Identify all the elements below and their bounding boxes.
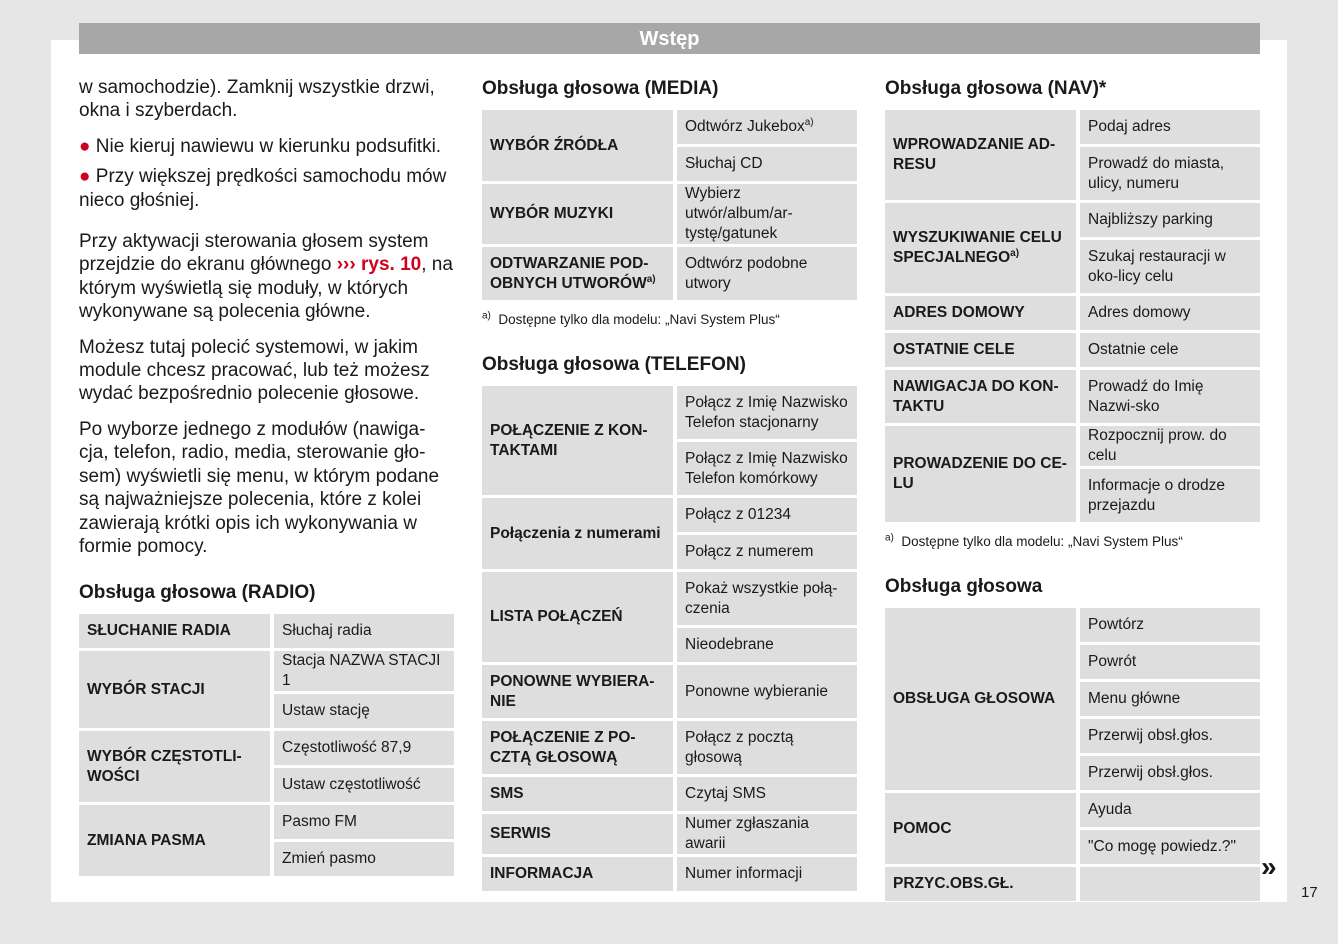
footnote-mark: a) bbox=[885, 532, 894, 544]
telefon-section-title: Obsługa głosowa (TELEFON) bbox=[482, 354, 746, 375]
p2-text-start: Przy aktywacji sterowania głosem system przejdzie do ekranu głównego bbox=[79, 231, 429, 276]
table-row bbox=[482, 857, 857, 891]
command-category-label: PROWADZENIE DO CE-LU bbox=[893, 455, 1067, 492]
command-category bbox=[885, 426, 1080, 522]
voice-command-label: Przerwij obsł.głos. bbox=[1088, 764, 1213, 781]
command-category-label: ODTWARZANIE POD-OBNYCH UTWORÓW bbox=[490, 254, 649, 292]
table-row bbox=[482, 572, 857, 625]
voice-command-label: Pasmo FM bbox=[282, 813, 357, 831]
intro-paragraph-3: Możesz tutaj polecić systemowi, w jakim module chcesz pracować, lub też możesz wydać bezpośrednio polecenie głosowe. bbox=[79, 336, 430, 405]
footnote-mark: a) bbox=[804, 116, 814, 128]
column-left bbox=[79, 76, 454, 879]
voice-command bbox=[677, 386, 857, 439]
table-row bbox=[885, 296, 1260, 330]
command-category bbox=[79, 614, 274, 648]
command-category-label: Połączenia z numerami bbox=[490, 524, 661, 542]
command-category bbox=[482, 498, 677, 569]
table-row bbox=[482, 814, 857, 854]
command-category bbox=[482, 777, 677, 811]
voice-command bbox=[1080, 793, 1260, 827]
command-category-label: SERWIS bbox=[490, 825, 551, 842]
voice-command-label: Powrót bbox=[1088, 653, 1137, 670]
command-category-label: WYBÓR ŹRÓDŁA bbox=[490, 136, 619, 154]
chapter-header: Wstęp bbox=[79, 23, 1260, 54]
voice-command bbox=[274, 731, 454, 765]
table-row bbox=[482, 184, 857, 244]
voice-command-label: Odtwórz Jukebox bbox=[685, 118, 805, 135]
command-category-label: WYBÓR STACJI bbox=[87, 680, 205, 698]
nav-footnote-text: Dostępne tylko dla modelu: „Navi System Plus“ bbox=[901, 534, 1183, 549]
voice-command bbox=[1080, 608, 1260, 642]
voice-command-label: Połącz z 01234 bbox=[685, 506, 791, 523]
command-category bbox=[79, 805, 274, 876]
voice-command-label: Ponowne wybieranie bbox=[685, 682, 829, 700]
voice-command bbox=[677, 442, 857, 495]
command-category bbox=[482, 572, 677, 662]
table-row bbox=[885, 793, 1260, 827]
nav-section-title: Obsługa głosowa (NAV)* bbox=[885, 78, 1107, 99]
voice-command-label: Ostatnie cele bbox=[1088, 341, 1179, 358]
command-category bbox=[885, 296, 1080, 330]
voice-command bbox=[274, 651, 454, 691]
command-category-label: SŁUCHANIE RADIA bbox=[87, 622, 231, 640]
command-category-label: ADRES DOMOWY bbox=[893, 304, 1025, 321]
voice-command bbox=[1080, 830, 1260, 864]
voice-command-label: Ayuda bbox=[1088, 801, 1132, 818]
command-category-label: WYBÓR CZĘSTOTLI-WOŚCI bbox=[87, 747, 242, 785]
nav-footnote bbox=[885, 532, 1260, 552]
command-category-label: PRZYC.OBS.GŁ. bbox=[893, 875, 1014, 892]
voice-command-label: Słuchaj radia bbox=[282, 622, 372, 640]
bullet-item-1 bbox=[79, 135, 454, 158]
intro-paragraph-1: w samochodzie). Zamknij wszystkie drzwi, okna i szyberdach. bbox=[79, 77, 435, 122]
voice-command bbox=[677, 814, 857, 854]
voice-command bbox=[677, 721, 857, 774]
voice-command-label: Wybierz utwór/album/ar-tystę/gatunek bbox=[685, 185, 793, 242]
table-row bbox=[482, 247, 857, 300]
voice-command bbox=[677, 857, 857, 891]
voice-command bbox=[1080, 756, 1260, 790]
general-command-table bbox=[885, 605, 1260, 904]
voice-command-label: Numer zgłaszania awarii bbox=[685, 815, 810, 852]
command-category bbox=[482, 110, 677, 181]
voice-command bbox=[677, 535, 857, 569]
command-category bbox=[885, 608, 1080, 790]
command-category-label: WPROWADZANIE AD-RESU bbox=[893, 136, 1056, 173]
command-category-label: OBSŁUGA GŁOSOWA bbox=[893, 690, 1056, 707]
voice-command bbox=[274, 694, 454, 728]
voice-command-label: Informacje o drodze przejazdu bbox=[1088, 476, 1225, 514]
table-row bbox=[79, 731, 454, 765]
table-row bbox=[482, 777, 857, 811]
p2-text-end: , na którym wyświetlą się moduły, w których wykonywane są polecenia główne. bbox=[79, 254, 453, 323]
table-row bbox=[885, 426, 1260, 466]
command-category-label: INFORMACJA bbox=[490, 865, 594, 882]
table-row bbox=[79, 614, 454, 648]
command-category bbox=[482, 721, 677, 774]
continued-arrow-icon: » bbox=[1261, 851, 1277, 882]
media-command-table bbox=[482, 107, 857, 303]
voice-command-label: Menu główne bbox=[1088, 690, 1181, 707]
command-category bbox=[79, 731, 274, 802]
voice-command bbox=[1080, 867, 1260, 901]
voice-command-label: Połącz z pocztą głosową bbox=[685, 728, 794, 766]
media-footnote-text: Dostępne tylko dla modelu: „Navi System Plus“ bbox=[498, 312, 780, 327]
command-category-label: NAWIGACJA DO KON-TAKTU bbox=[893, 377, 1059, 415]
command-category-label: OSTATNIE CELE bbox=[893, 341, 1015, 358]
footnote-mark: a) bbox=[1010, 247, 1020, 259]
command-category-label: POŁĄCZENIE Z KON-TAKTAMI bbox=[490, 421, 648, 459]
command-category bbox=[482, 184, 677, 244]
command-category bbox=[482, 857, 677, 891]
column-right bbox=[885, 76, 1260, 904]
voice-command-label: Przerwij obsł.głos. bbox=[1088, 727, 1213, 744]
voice-command bbox=[677, 572, 857, 625]
table-row bbox=[885, 203, 1260, 237]
table-row bbox=[885, 867, 1260, 901]
media-footnote bbox=[482, 310, 857, 330]
voice-command bbox=[1080, 240, 1260, 293]
voice-command-label: Podaj adres bbox=[1088, 118, 1171, 135]
voice-command bbox=[274, 842, 454, 876]
voice-command bbox=[1080, 110, 1260, 144]
command-category-label: POMOC bbox=[893, 819, 952, 837]
voice-command bbox=[677, 665, 857, 718]
command-category bbox=[482, 247, 677, 300]
voice-command-label: Stacja NAZWA STACJI 1 bbox=[282, 652, 441, 690]
voice-command bbox=[274, 805, 454, 839]
voice-command bbox=[1080, 645, 1260, 679]
general-section-title: Obsługa głosowa bbox=[885, 576, 1043, 597]
voice-command bbox=[1080, 426, 1260, 466]
column-middle bbox=[482, 76, 857, 894]
command-category bbox=[79, 651, 274, 728]
voice-command bbox=[1080, 333, 1260, 367]
command-category-label: POŁĄCZENIE Z PO-CZTĄ GŁOSOWĄ bbox=[490, 728, 636, 766]
command-category bbox=[885, 793, 1080, 864]
footnote-mark: a) bbox=[646, 273, 656, 285]
voice-command bbox=[677, 110, 857, 144]
intro-paragraph-2 bbox=[79, 230, 454, 324]
command-category-label: PONOWNE WYBIERA-NIE bbox=[490, 672, 655, 710]
voice-command-label: Nieodebrane bbox=[685, 636, 774, 653]
voice-command bbox=[677, 777, 857, 811]
voice-command-label: Słuchaj CD bbox=[685, 155, 763, 172]
bullet-text-1: Nie kieruj nawiewu w kierunku podsufitki. bbox=[95, 135, 442, 157]
command-category bbox=[885, 867, 1080, 901]
voice-command bbox=[274, 768, 454, 802]
voice-command-label: Odtwórz podobne utwory bbox=[685, 254, 808, 292]
table-row bbox=[482, 110, 857, 144]
voice-command bbox=[1080, 203, 1260, 237]
voice-command-label: Szukaj restauracji w oko-licy celu bbox=[1088, 247, 1226, 285]
voice-command-label: Powtórz bbox=[1088, 616, 1144, 633]
voice-command-label: Najbliższy parking bbox=[1088, 211, 1213, 228]
command-category bbox=[885, 370, 1080, 423]
radio-section-title: Obsługa głosowa (RADIO) bbox=[79, 582, 316, 604]
voice-command-label: Częstotliwość 87,9 bbox=[282, 739, 412, 757]
voice-command-label: Numer informacji bbox=[685, 865, 803, 882]
command-category bbox=[482, 665, 677, 718]
footnote-mark: a) bbox=[482, 310, 491, 322]
command-category bbox=[885, 110, 1080, 200]
voice-command-label: Czytaj SMS bbox=[685, 785, 766, 802]
bullet-item-2 bbox=[79, 165, 454, 212]
media-section-title: Obsługa głosowa (MEDIA) bbox=[482, 78, 719, 99]
command-category bbox=[885, 333, 1080, 367]
command-category bbox=[885, 203, 1080, 293]
command-category-label: ZMIANA PASMA bbox=[87, 831, 206, 849]
page-number: 17 bbox=[1301, 884, 1318, 901]
voice-command bbox=[1080, 682, 1260, 716]
table-row bbox=[482, 721, 857, 774]
nav-command-table bbox=[885, 107, 1260, 525]
table-row bbox=[79, 651, 454, 691]
voice-command-label: Zmień pasmo bbox=[282, 850, 376, 868]
table-row bbox=[885, 370, 1260, 423]
command-category-label: SMS bbox=[490, 785, 524, 802]
command-category bbox=[482, 814, 677, 854]
table-row bbox=[885, 608, 1260, 642]
voice-command-label: Połącz z Imię Nazwisko Telefon komórkowy bbox=[685, 449, 848, 487]
voice-command bbox=[677, 247, 857, 300]
command-category-label: WYBÓR MUZYKI bbox=[490, 205, 614, 222]
table-row bbox=[79, 805, 454, 839]
bullet-text-2: Przy większej prędkości samochodu mów nieco głośniej. bbox=[79, 166, 447, 211]
voice-command-label: Adres domowy bbox=[1088, 304, 1191, 321]
table-row bbox=[482, 386, 857, 439]
voice-command bbox=[677, 184, 857, 244]
table-row bbox=[885, 110, 1260, 144]
voice-command-label: Połącz z Imię Nazwisko Telefon stacjonarny bbox=[685, 393, 848, 431]
bullet-icon: ● bbox=[79, 166, 91, 188]
voice-command bbox=[677, 628, 857, 662]
voice-command-label: Połącz z numerem bbox=[685, 543, 814, 560]
voice-command-label: Ustaw stację bbox=[282, 702, 370, 720]
bullet-icon: ● bbox=[79, 135, 91, 157]
table-row bbox=[885, 333, 1260, 367]
voice-command bbox=[677, 498, 857, 532]
voice-command bbox=[1080, 469, 1260, 522]
intro-paragraph-4: Po wyborze jednego z modułów (nawiga-cja, telefon, radio, media, sterowanie gło-sem) wyświetli się menu, w którym podane są najważniejsze polecenia, które z kolei zawierają krótki opis ich wykonywania w formie pomocy. bbox=[79, 418, 440, 557]
telefon-command-table bbox=[482, 383, 857, 894]
voice-command-label: Ustaw częstotliwość bbox=[282, 776, 421, 794]
voice-command bbox=[677, 147, 857, 181]
command-category bbox=[482, 386, 677, 495]
figure-reference-link[interactable]: ››› rys. 10 bbox=[336, 254, 422, 276]
voice-command-label: "Co mogę powiedz.?" bbox=[1088, 838, 1236, 855]
voice-command-label: Prowadź do Imię Nazwi-sko bbox=[1088, 377, 1204, 415]
voice-command bbox=[274, 614, 454, 648]
command-category-label: LISTA POŁĄCZEŃ bbox=[490, 608, 623, 625]
voice-command bbox=[1080, 296, 1260, 330]
voice-command-label: Prowadź do miasta, ulicy, numeru bbox=[1088, 154, 1225, 192]
voice-command-label: Rozpocznij prow. do celu bbox=[1088, 427, 1227, 464]
radio-command-table bbox=[79, 611, 454, 879]
voice-command bbox=[1080, 370, 1260, 423]
table-row bbox=[482, 498, 857, 532]
table-row bbox=[482, 665, 857, 718]
command-category-label: WYSZUKIWANIE CELU SPECJALNEGO bbox=[893, 229, 1062, 266]
voice-command bbox=[1080, 719, 1260, 753]
voice-command-label: Pokaż wszystkie połą-czenia bbox=[685, 579, 838, 617]
voice-command bbox=[1080, 147, 1260, 200]
